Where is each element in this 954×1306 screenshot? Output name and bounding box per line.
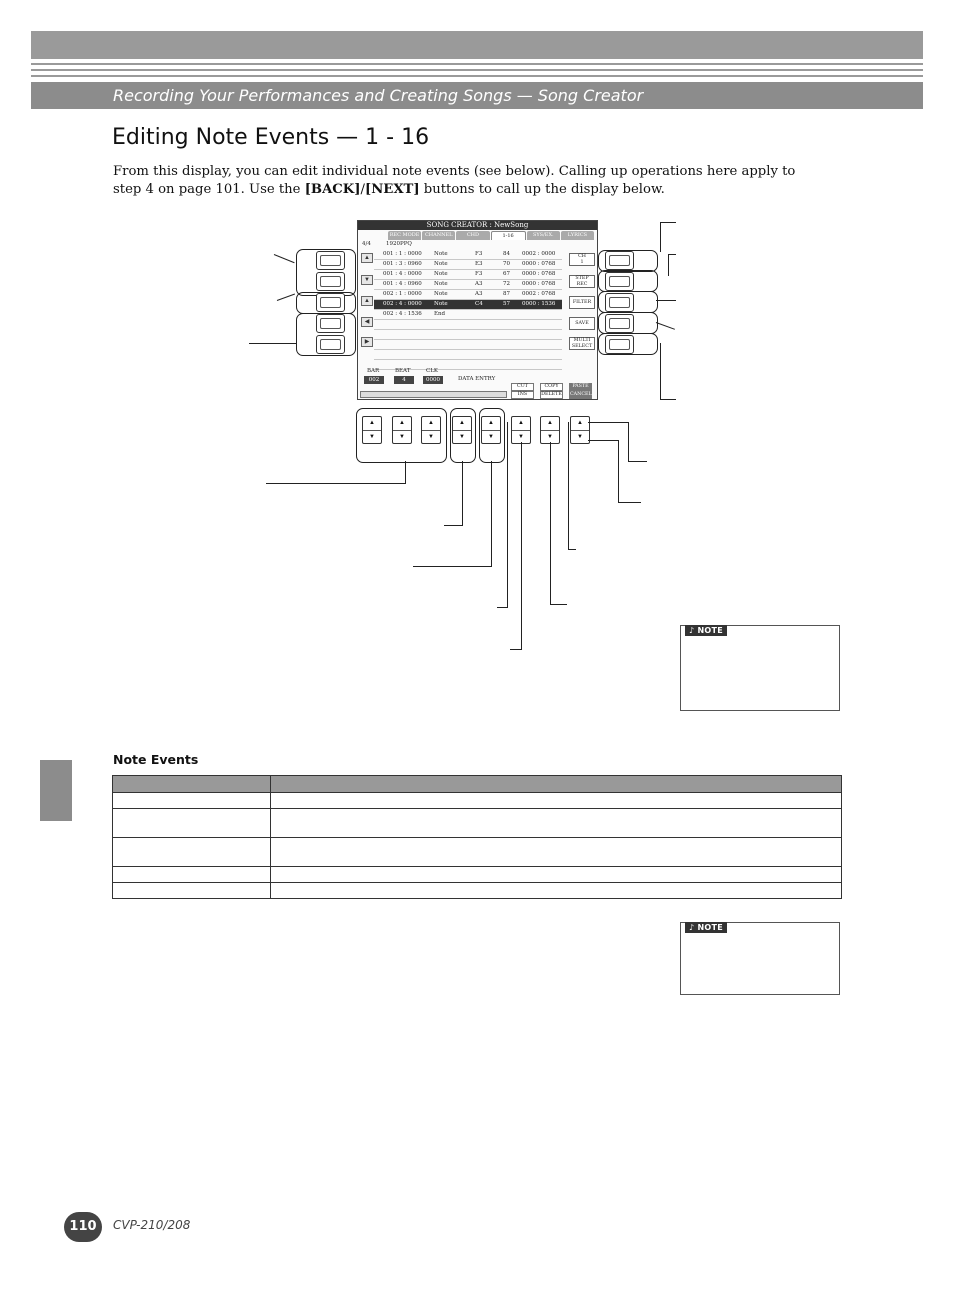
intro-text-1: From this display, you can edit individual note events (see below). Calling up operations here apply to step 4 on page 101. Use the xyxy=(113,164,796,197)
callout-line xyxy=(462,461,463,525)
button-e[interactable] xyxy=(316,335,345,354)
beat-value[interactable]: 4 xyxy=(394,376,414,384)
paste-cancel-updown[interactable] xyxy=(570,416,590,444)
up-arrow-icon: ▲ xyxy=(541,417,559,431)
button-i[interactable] xyxy=(605,314,634,333)
select-up-icon: ▲ xyxy=(361,296,373,306)
down-arrow-icon: ▼ xyxy=(369,434,375,440)
callout-line xyxy=(274,254,295,263)
note-label: NOTE xyxy=(697,626,724,635)
callout-line xyxy=(660,222,676,223)
header-stripes xyxy=(31,57,923,81)
callout-line xyxy=(521,442,522,649)
resolution: 1920PPQ xyxy=(386,241,412,247)
data-entry-label: DATA ENTRY xyxy=(458,376,496,382)
event-row[interactable]: 002 : 4 : 1536 End xyxy=(374,310,562,320)
down-arrow-icon: ▼ xyxy=(518,434,524,440)
lcd-title: SONG CREATOR : NewSong xyxy=(358,221,597,230)
table-header-cell xyxy=(113,776,271,793)
down-arrow-icon: ▼ xyxy=(399,434,405,440)
header-band-top xyxy=(31,31,923,57)
bar-label: BAR xyxy=(367,368,380,374)
callout-line xyxy=(497,607,508,608)
down-arrow-icon: ▼ xyxy=(459,434,465,440)
table-header-row xyxy=(113,776,842,793)
cursor-left-icon: ◀ xyxy=(361,317,373,327)
ins-button[interactable]: INS xyxy=(511,391,534,399)
event-row[interactable]: 001 : 4 : 0000 Note F3 67 0000 : 0768 xyxy=(374,270,562,280)
callout-line xyxy=(277,294,295,301)
callout-line xyxy=(568,549,576,550)
callout-line xyxy=(507,422,508,608)
cut-button[interactable]: CUT xyxy=(511,383,534,391)
up-arrow-icon: ▲ xyxy=(363,417,381,431)
bar-value[interactable]: 002 xyxy=(364,376,384,384)
callout-line xyxy=(568,422,569,550)
beat-label: BEAT xyxy=(395,368,411,374)
callout-line xyxy=(588,440,618,441)
up-arrow-icon: ▲ xyxy=(512,417,530,431)
note-tag: ♪ NOTE xyxy=(685,625,727,636)
callout-line xyxy=(491,461,492,566)
time-signature: 4/4 xyxy=(362,241,371,247)
table-row xyxy=(113,867,842,883)
callout-line xyxy=(660,343,661,399)
scroll-up-icon: ▲ xyxy=(361,253,373,263)
callout-line xyxy=(628,461,647,462)
paste-button[interactable]: PASTE xyxy=(569,383,592,391)
button-g[interactable] xyxy=(605,272,634,291)
callout-line xyxy=(618,502,641,503)
copy-button[interactable]: COPY xyxy=(540,383,563,391)
tab-1-16[interactable]: 1-16 xyxy=(491,231,526,240)
clk-label: CLK xyxy=(426,368,438,374)
event-row-empty xyxy=(374,340,562,350)
callout-line xyxy=(660,399,676,400)
cancel-button[interactable]: CANCEL xyxy=(570,392,592,397)
lcd-screen xyxy=(357,220,598,400)
callout-line xyxy=(510,649,522,650)
back-button-ref: [BACK] xyxy=(304,182,361,197)
up-arrow-icon: ▲ xyxy=(453,417,471,431)
up-arrow-icon: ▲ xyxy=(571,417,589,431)
callout-line xyxy=(588,422,628,423)
down-arrow-icon: ▼ xyxy=(577,434,583,440)
next-button-ref: [NEXT] xyxy=(364,182,420,197)
callout-line xyxy=(656,322,675,330)
ch-label: CH 1 xyxy=(569,253,595,266)
up-arrow-icon: ▲ xyxy=(393,417,411,431)
button-f[interactable] xyxy=(605,251,634,270)
event-row-empty xyxy=(374,330,562,340)
event-row[interactable]: 001 : 1 : 0000 Note F3 84 0002 : 0000 xyxy=(374,250,562,260)
cursor-right-icon: ▶ xyxy=(361,337,373,347)
event-row-selected[interactable]: 002 : 4 : 0000 Note C4 57 0000 : 1536 xyxy=(374,300,562,310)
callout-line xyxy=(628,422,629,462)
copy-delete-updown[interactable] xyxy=(540,416,560,444)
event-row[interactable]: 002 : 1 : 0000 Note A3 87 0002 : 0768 xyxy=(374,290,562,300)
section-title: Recording Your Performances and Creating Songs — Song Creator xyxy=(113,86,644,105)
event-row[interactable]: 001 : 4 : 0960 Note A3 72 0000 : 0768 xyxy=(374,280,562,290)
page-number: 110 xyxy=(64,1212,102,1242)
bar-updown-button[interactable] xyxy=(362,416,382,444)
event-row-empty xyxy=(374,320,562,330)
callout-line xyxy=(668,254,676,255)
chapter-side-tab xyxy=(40,760,72,821)
callout-line xyxy=(668,254,669,276)
event-row-empty xyxy=(374,350,562,360)
table-header-cell xyxy=(271,776,842,793)
delete-button[interactable]: DELETE xyxy=(541,392,562,397)
callout-line xyxy=(618,440,619,503)
note-box-2 xyxy=(680,922,840,995)
up-arrow-icon: ▲ xyxy=(482,417,500,431)
note-label: NOTE xyxy=(697,923,724,932)
tab-lyrics[interactable]: LYRICS xyxy=(561,231,594,240)
button-a[interactable] xyxy=(316,251,345,270)
button-c[interactable] xyxy=(316,293,345,312)
clk-updown-button[interactable] xyxy=(421,416,441,444)
table-row xyxy=(113,793,842,809)
lower-button-strip xyxy=(360,391,507,398)
event-list xyxy=(374,250,562,370)
page-title: Editing Note Events — 1 - 16 xyxy=(112,125,430,150)
up-arrow-icon: ▲ xyxy=(422,417,440,431)
lcd-tab-bar xyxy=(388,231,594,240)
tab-rec-mode[interactable]: REC MODE xyxy=(389,232,420,238)
callout-line xyxy=(266,483,406,484)
data-entry-updown-1[interactable] xyxy=(452,416,472,444)
tab-channel[interactable]: CHANNEL xyxy=(422,231,455,240)
model-name: CVP-210/208 xyxy=(113,1218,191,1232)
callout-line xyxy=(656,300,676,301)
down-arrow-icon: ▼ xyxy=(428,434,434,440)
table-row xyxy=(113,838,842,867)
intro-slash: / xyxy=(360,182,365,197)
note-tag: ♪ NOTE xyxy=(685,922,727,933)
table-caption: Note Events xyxy=(113,752,199,767)
button-d[interactable] xyxy=(316,314,345,333)
intro-text-2: buttons to call up the display below. xyxy=(419,182,665,197)
intro-paragraph xyxy=(113,163,813,199)
beat-updown-button[interactable] xyxy=(392,416,412,444)
save-label: SAVE xyxy=(569,317,595,330)
table-row xyxy=(113,883,842,899)
clk-value[interactable]: 0000 xyxy=(423,376,443,384)
data-entry-updown-2[interactable] xyxy=(481,416,501,444)
down-arrow-icon: ▼ xyxy=(488,434,494,440)
table-row xyxy=(113,809,842,838)
multi-select-label: MULTI SELECT xyxy=(569,337,595,350)
note-events-table xyxy=(112,775,842,899)
step-rec-label: STEP REC xyxy=(569,275,595,288)
callout-line xyxy=(249,343,296,344)
callout-line xyxy=(550,604,567,605)
callout-line xyxy=(550,442,551,605)
cut-ins-updown[interactable] xyxy=(511,416,531,444)
tab-chd[interactable]: CHD xyxy=(456,231,489,240)
button-j[interactable] xyxy=(605,335,634,354)
filter-label: FILTER xyxy=(569,296,595,309)
note-box-1 xyxy=(680,625,840,711)
scroll-down-icon: ▼ xyxy=(361,275,373,285)
callout-line xyxy=(444,525,463,526)
callout-line xyxy=(413,566,492,567)
tab-sys-ex[interactable]: SYS/EX. xyxy=(527,231,560,240)
button-b[interactable] xyxy=(316,272,345,291)
down-arrow-icon: ▼ xyxy=(547,434,553,440)
button-h[interactable] xyxy=(605,293,634,312)
callout-line xyxy=(660,222,661,252)
callout-line xyxy=(405,461,406,483)
event-row[interactable]: 001 : 3 : 0960 Note E3 70 0000 : 0768 xyxy=(374,260,562,270)
